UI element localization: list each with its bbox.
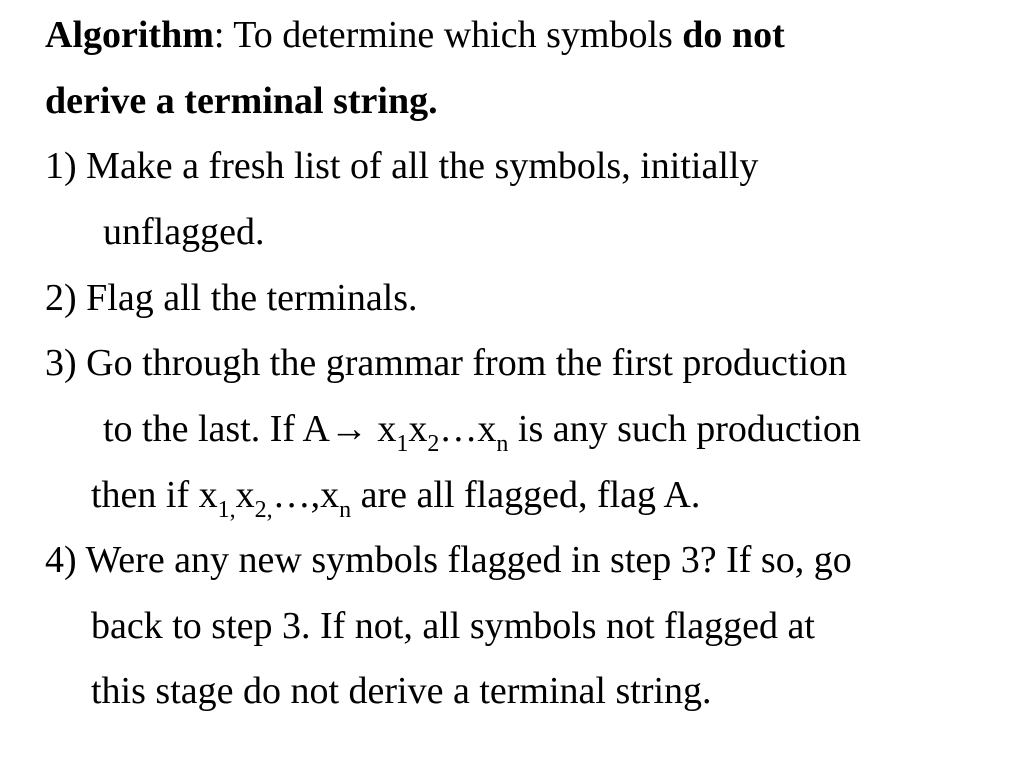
step-1-line-2: unflagged. xyxy=(103,211,265,253)
production-suffix: is any such production xyxy=(508,408,861,450)
condition-prefix: then if x xyxy=(91,474,218,516)
step-4-text: Were any new symbols flagged in step 3? If so, go xyxy=(85,539,852,581)
ellipsis-x: …,x xyxy=(272,474,340,516)
step-3-text: Go through the grammar from the first production xyxy=(86,342,848,384)
step-3-number: 3) xyxy=(45,342,87,384)
step-4-line-2: back to step 3. If not, all symbols not flagged at xyxy=(91,605,815,647)
symbol-x: x xyxy=(408,408,428,450)
step-4-number: 4) xyxy=(45,539,86,581)
subscript-n: n xyxy=(496,431,509,457)
step-3-line-3 xyxy=(91,472,701,523)
symbol-x: x xyxy=(235,474,255,516)
step-2-number: 2) xyxy=(45,277,87,319)
algorithm-label: Algorithm xyxy=(45,14,214,56)
step-4-line-3: this stage do not derive a terminal string. xyxy=(91,670,712,712)
subscript-2: 2 xyxy=(427,431,440,457)
step-3-line-2 xyxy=(103,406,861,457)
step-3-line-1 xyxy=(45,340,847,386)
step-1-text: Make a fresh list of all the symbols, initially xyxy=(86,145,759,187)
subscript-1: 1 xyxy=(396,431,409,457)
step-1-number: 1) xyxy=(45,145,87,187)
production-prefix: to the last. If A→ x xyxy=(103,408,397,450)
subscript-n: n xyxy=(339,497,352,523)
heading-line-1 xyxy=(45,12,785,58)
step-1-line-1 xyxy=(45,143,758,189)
step-4-line-1 xyxy=(45,537,852,583)
heading-line-2: derive a terminal string. xyxy=(45,80,438,122)
heading-emphasis: do not xyxy=(682,14,785,56)
subscript-2: 2, xyxy=(254,497,273,523)
step-2-line-1 xyxy=(45,275,418,321)
condition-suffix: are all flagged, flag A. xyxy=(351,474,701,516)
ellipsis-x: …x xyxy=(439,408,497,450)
subscript-1: 1, xyxy=(217,497,236,523)
step-2-text: Flag all the terminals. xyxy=(86,277,418,319)
heading-text: : To determine which symbols xyxy=(213,14,683,56)
